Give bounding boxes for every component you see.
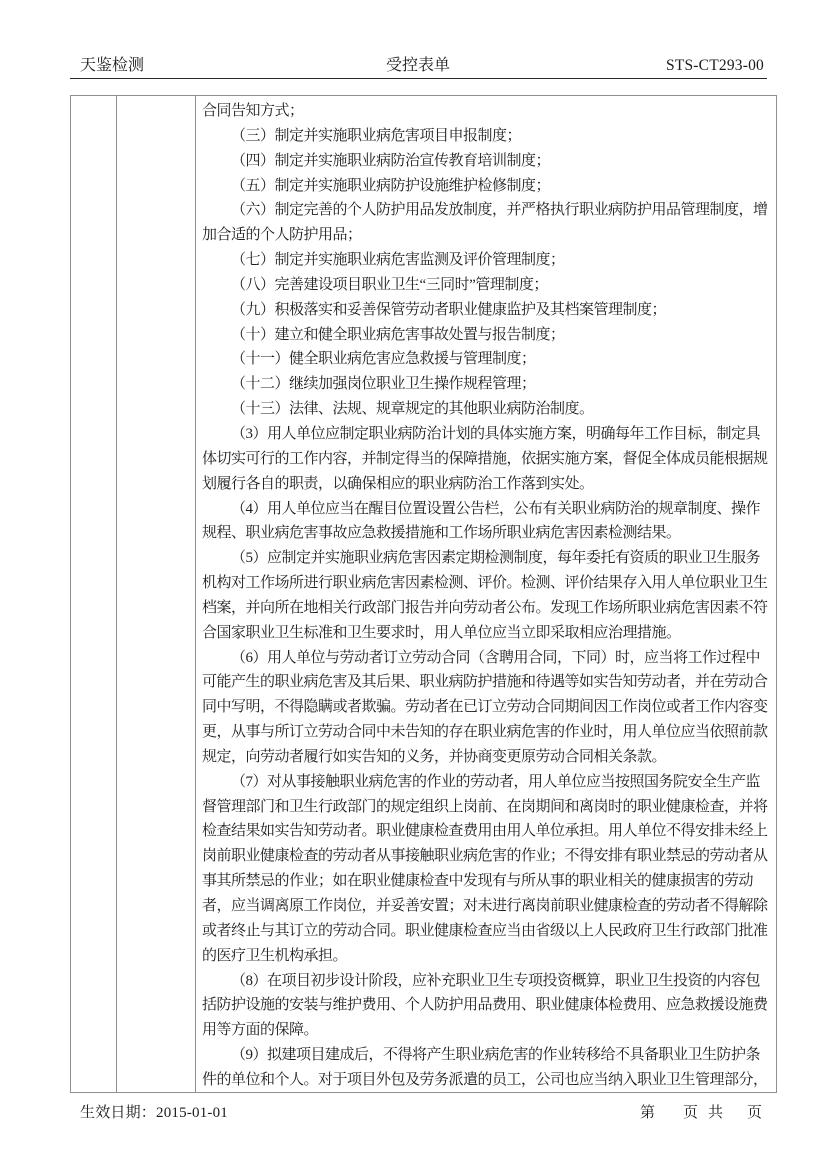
- text-line: （9）拟建项目建成后，不得将产生职业病危害的作业转移给不具备职业卫生防护条: [231, 1047, 761, 1064]
- page-header: [70, 52, 766, 75]
- text-line: 或者终止与其订立的劳动合同。职业健康检查应当由省级以上人民政府卫生行政部门批准: [202, 922, 768, 939]
- text-line: （4）用人单位应当在醒目位置设置公告栏，公布有关职业病防治的规章制度、操作: [231, 500, 761, 517]
- page-number-word: 共: [707, 1105, 723, 1121]
- text-line: （十二）继续加强岗位职业卫生操作规程管理；: [231, 376, 536, 393]
- table-column-empty-2: [117, 96, 196, 1092]
- document-number: STS-CT293-00: [666, 57, 764, 74]
- text-line: （5）应制定并实施职业病危害因素定期检测制度，每年委托有资质的职业卫生服务: [231, 550, 761, 567]
- text-line: （三）制定并实施职业病危害项目申报制度；: [231, 127, 522, 144]
- page-footer: [70, 1101, 766, 1122]
- page-number-word: 第: [639, 1105, 655, 1121]
- text-line: 机构对工作场所进行职业病危害因素检测、评价。检测、评价结果存入用人单位职业卫生: [202, 575, 768, 592]
- page-number: [640, 1101, 766, 1122]
- text-line: 规定，向劳动者履行如实告知的义务，并协商变更原劳动合同相关条款。: [202, 748, 667, 765]
- text-line: （七）制定并实施职业病危害监测及评价管理制度；: [231, 252, 565, 269]
- text-line: 督管理部门和卫生行政部门的规定组织上岗前、在岗期间和离岗时的职业健康检查，并将: [202, 798, 768, 815]
- text-line: （十一）健全职业病危害应急救援与管理制度；: [231, 351, 536, 368]
- text-line: 的医疗卫生机构承担。: [202, 947, 348, 964]
- effective-date-value: 2015-01-01: [156, 1105, 229, 1121]
- text-line: （6）用人单位与劳动者订立劳动合同（含聘用合同，下同）时，应当将工作过程中: [231, 649, 761, 666]
- text-line: （八）完善建设项目职业卫生“三同时”管理制度；: [231, 276, 548, 293]
- text-line: 加合适的个人防护用品；: [202, 227, 362, 244]
- text-line: 岗前职业健康检查的劳动者从事接触职业病危害的作业；不得安排有职业禁忌的劳动者从: [202, 848, 768, 865]
- text-line: 划履行各自的职责，以确保相应的职业病防治工作落到实处。: [202, 475, 594, 492]
- document-type: 受控表单: [385, 57, 450, 74]
- text-line: 用等方面的保障。: [202, 1022, 319, 1039]
- text-line: 事其所禁忌的作业；如在职业健康检查中发现有与所从事的职业相关的健康损害的劳动: [202, 873, 754, 890]
- effective-date-label: 生效日期：: [80, 1105, 157, 1121]
- text-line: （3）用人单位应制定职业病防治计划的具体实施方案，明确每年工作目标，制定具: [231, 425, 761, 442]
- text-line: 档案，并向所在地相关行政部门报告并向劳动者公布。发现工作场所职业病危害因素不符: [202, 599, 768, 616]
- text-line: 同中写明，不得隐瞒或者欺骗。劳动者在已订立劳动合同期间因工作岗位或者工作内容变: [202, 699, 768, 716]
- effective-date: [70, 1101, 228, 1122]
- text-line: （十）建立和健全职业病危害事故处置与报告制度；: [231, 326, 565, 343]
- header-divider: [70, 78, 767, 79]
- page-number-word: 页: [746, 1105, 762, 1121]
- text-line: 更，从事与所订立劳动合同中未告知的存在职业病危害的作业时，用人单位应当依照前款: [202, 724, 768, 741]
- text-line: 合国家职业卫生标准和卫生要求时，用人单位应当立即采取相应治理措施。: [202, 624, 681, 641]
- text-line: （九）积极落实和妥善保管劳动者职业健康监护及其档案管理制度；: [231, 301, 667, 318]
- content-table: [70, 95, 777, 1093]
- text-line: 者，应当调离原工作岗位，并妥善安置；对未进行离岗前职业健康检查的劳动者不得解除: [202, 898, 768, 914]
- text-line: （五）制定并实施职业病防护设施维护检修制度；: [231, 177, 551, 194]
- company-name: 天鉴检测: [80, 57, 145, 74]
- text-line: （7）对从事接触职业病危害的作业的劳动者，用人单位应当按照国务院安全生产监: [231, 773, 761, 790]
- text-line: （四）制定并实施职业病防治宣传教育培训制度；: [231, 152, 551, 169]
- text-line: 括防护设施的安装与维护费用、个人防护用品费用、职业健康体检费用、应急救援设施费: [202, 997, 768, 1014]
- text-line: （十三）法律、法规、规章规定的其他职业病防治制度。: [231, 401, 594, 418]
- content-lines: [202, 99, 768, 1092]
- text-line: 可能产生的职业病危害及其后果、职业病防护措施和待遇等如实告知劳动者，并在劳动合: [202, 674, 768, 691]
- table-column-content: [196, 96, 776, 1092]
- table-column-empty-1: [71, 96, 117, 1092]
- text-line: （六）制定完善的个人防护用品发放制度，并严格执行职业病防护用品管理制度，增: [231, 202, 768, 219]
- text-line: 合同告知方式；: [202, 103, 304, 119]
- text-line: 规程、职业病危害事故应急救援措施和工作场所职业病危害因素检测结果。: [202, 525, 681, 542]
- text-line: 体切实可行的工作内容，并制定得当的保障措施，依据实施方案，督促全体成员能根据规: [202, 450, 768, 467]
- page-number-word: 页: [682, 1105, 698, 1121]
- text-line: （8）在项目初步设计阶段，应补充职业卫生专项投资概算，职业卫生投资的内容包: [231, 972, 761, 989]
- text-line: 检查结果如实告知劳动者。职业健康检查费用由用人单位承担。用人单位不得安排未经上: [202, 823, 768, 840]
- text-line: 件的单位和个人。对于项目外包及劳务派遣的员工，公司也应当纳入职业卫生管理部分，: [202, 1071, 768, 1088]
